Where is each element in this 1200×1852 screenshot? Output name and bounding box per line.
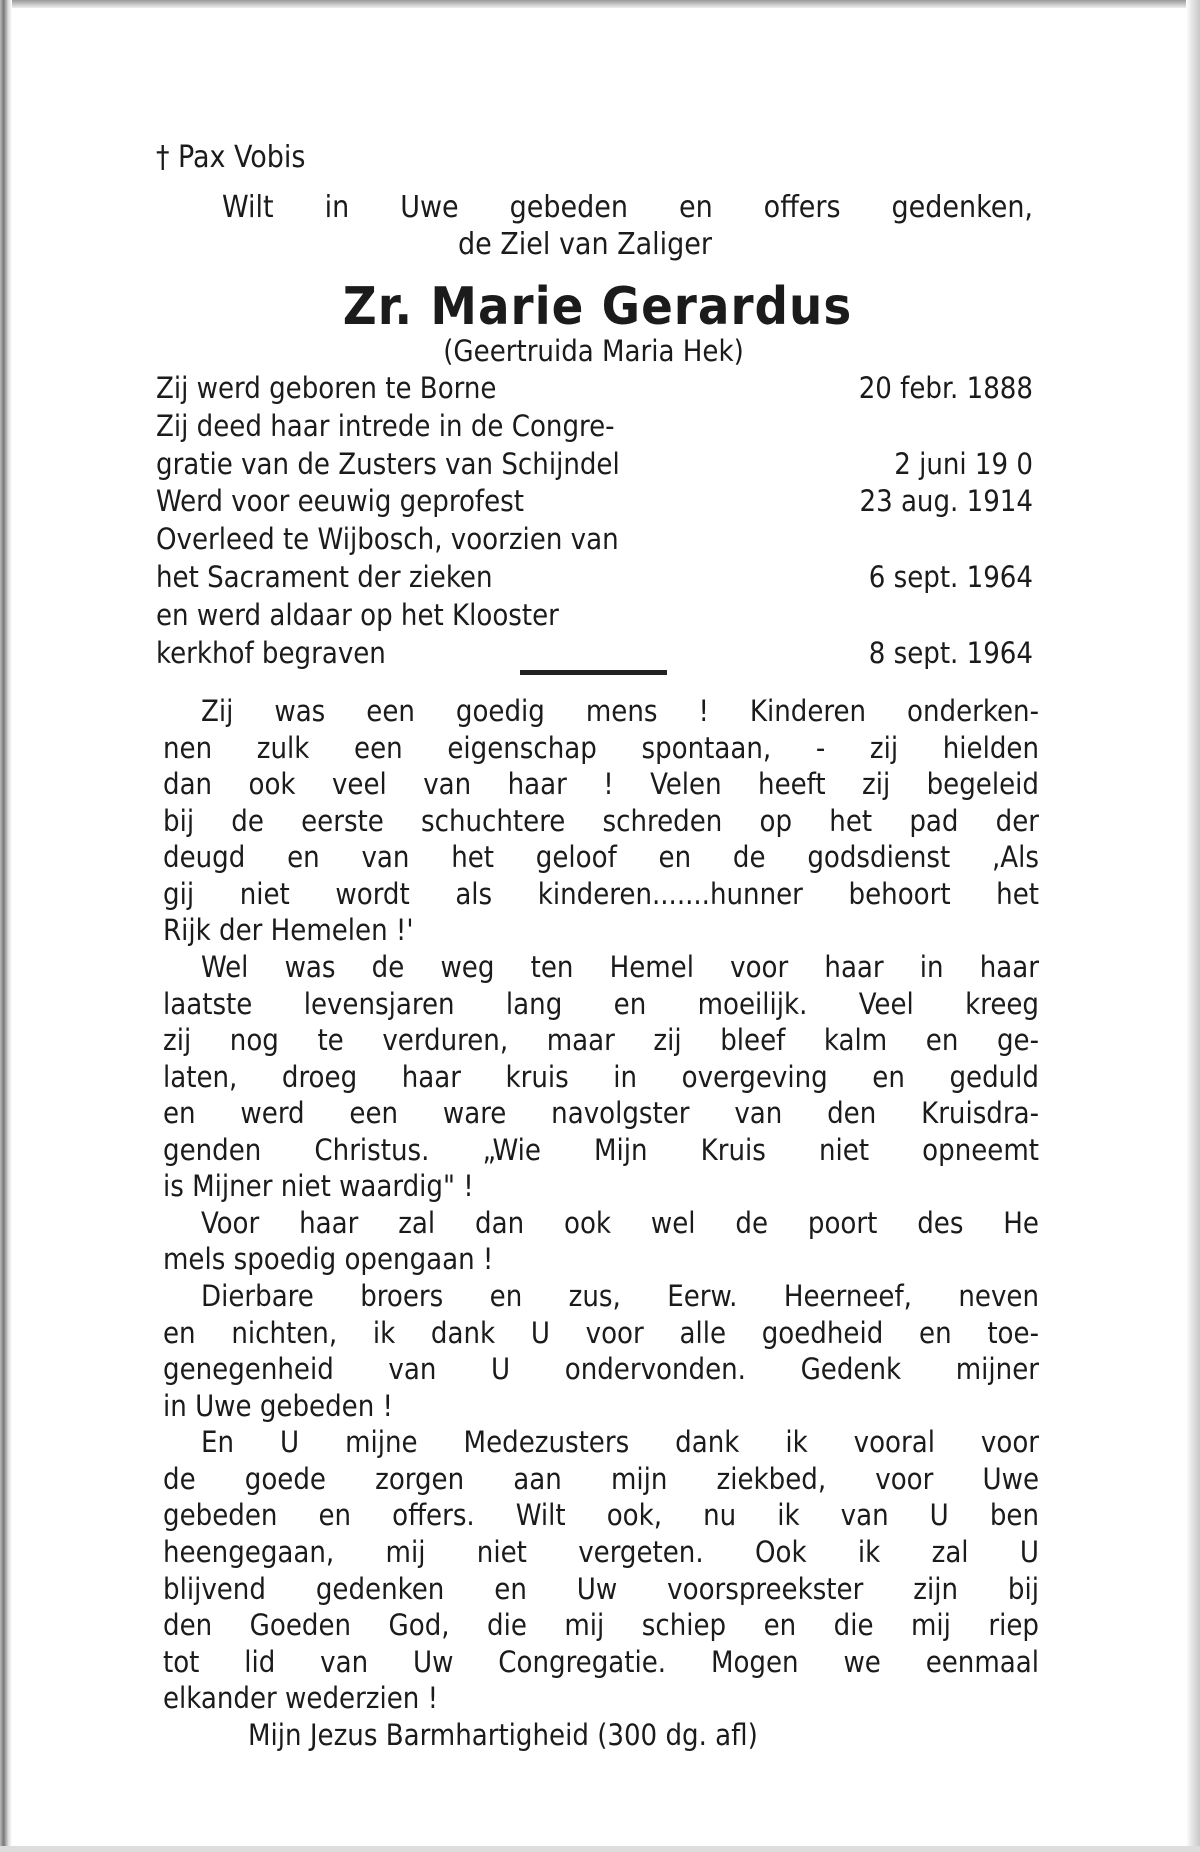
text-line: Zij was een goedig mens ! Kinderen onderken- xyxy=(201,694,1039,728)
fact-row xyxy=(156,635,1033,673)
fact-text: Zij werd geboren te Borne xyxy=(156,371,497,405)
text-line: Wel was de weg ten Hemel voor haar in haar xyxy=(201,949,1039,984)
text-line: gij niet wordt als kinderen.......hunner behoort het xyxy=(163,876,1039,911)
text-line: genden Christus. „Wie Mijn Kruis niet opneemt xyxy=(163,1132,1039,1167)
pax-vobis-heading: † Pax Vobis xyxy=(156,140,306,175)
text-line: in Uwe gebeden ! xyxy=(163,1388,394,1423)
text-line: laten, droeg haar kruis in overgeving en geduld xyxy=(163,1059,1039,1094)
text-line: dan ook veel van haar ! Velen heeft zij begeleid xyxy=(163,767,1039,802)
text-line: heengegaan, mij niet vergeten. Ook ik zal U xyxy=(163,1534,1039,1569)
text-line: Voor haar zal dan ook wel de poort des He xyxy=(201,1205,1039,1240)
fact-date: 2 juni 19 0 xyxy=(894,446,1033,481)
scan-edge-bottom xyxy=(0,1846,1200,1852)
fact-text: het Sacrament der zieken xyxy=(156,559,493,594)
invocation-line-2: de Ziel van Zaliger xyxy=(457,227,713,262)
fact-row xyxy=(156,370,1033,408)
scan-edge-right xyxy=(1186,0,1200,1852)
text-line: de goede zorgen aan mijn ziekbed, voor Uwe xyxy=(163,1461,1039,1496)
scan-edge-top xyxy=(0,0,1200,8)
text-line: mels spoedig opengaan ! xyxy=(163,1242,494,1277)
fact-text: en werd aldaar op het Klooster xyxy=(156,597,559,632)
text-line: deugd en van het geloof en de godsdienst ,Als xyxy=(163,840,1039,875)
fact-date: 23 aug. 1914 xyxy=(859,484,1033,519)
text-line: nen zulk een eigenschap spontaan, - zij hielden xyxy=(163,730,1039,765)
fact-row xyxy=(156,483,1033,521)
fact-row xyxy=(156,521,1033,559)
text-line: is Mijner niet waardig" ! xyxy=(163,1169,474,1204)
fact-text: Werd voor eeuwig geprofest xyxy=(156,484,524,519)
text-line: zij nog te verduren, maar zij bleef kalm en ge- xyxy=(163,1023,1039,1058)
invocation-line-1: Wilt in Uwe gebeden en offers gedenken, xyxy=(222,190,1033,225)
text-line: bij de eerste schuchtere schreden op het pad der xyxy=(163,803,1039,838)
fact-row xyxy=(156,446,1033,484)
closing-prayer: Mijn Jezus Barmhartigheid (300 dg. afl) xyxy=(248,1718,758,1752)
text-line: en nichten, ik dank U voor alle goedheid en toe- xyxy=(163,1315,1039,1350)
text-line: den Goeden God, die mij schiep en die mij riep xyxy=(163,1608,1039,1643)
text-line: gebeden en offers. Wilt ook, nu ik van U ben xyxy=(163,1498,1039,1533)
fact-text: Overleed te Wijbosch, voorzien van xyxy=(156,522,619,557)
text-line: tot lid van Uw Congregatie. Mogen we eenmaal xyxy=(163,1644,1039,1679)
deceased-name: Zr. Marie Gerardus xyxy=(342,277,853,337)
text-line: genegenheid van U ondervonden. Gedenk mijner xyxy=(163,1352,1039,1387)
text-line: laatste levensjaren lang en moeilijk. Veel kreeg xyxy=(163,986,1039,1021)
fact-date: 20 febr. 1888 xyxy=(858,371,1033,405)
text-line: en werd een ware navolgster van den Kruisdra- xyxy=(163,1096,1039,1131)
fact-date: 6 sept. 1964 xyxy=(868,559,1033,594)
fact-row xyxy=(156,597,1033,635)
fact-text: gratie van de Zusters van Schijndel xyxy=(156,446,620,481)
fact-text: Zij deed haar intrede in de Congre- xyxy=(156,408,615,443)
divider-rule xyxy=(520,670,667,675)
text-line: Rijk der Hemelen !' xyxy=(163,913,414,948)
scan-edge-left xyxy=(0,0,12,1852)
text-line: Dierbare broers en zus, Eerw. Heerneef, neven xyxy=(201,1279,1039,1313)
text-line: elkander wederzien ! xyxy=(163,1681,439,1716)
memorial-text xyxy=(163,693,1039,1717)
fact-text: kerkhof begraven xyxy=(156,635,386,670)
fact-date: 8 sept. 1964 xyxy=(868,635,1033,670)
text-line: En U mijne Medezusters dank ik vooral voor xyxy=(201,1425,1039,1460)
text-line: blijvend gedenken en Uw voorspreekster zijn bij xyxy=(163,1571,1039,1606)
birth-name: (Geertruida Maria Hek) xyxy=(443,334,744,368)
life-facts-list xyxy=(156,370,1033,672)
fact-row xyxy=(156,559,1033,597)
fact-row xyxy=(156,408,1033,446)
